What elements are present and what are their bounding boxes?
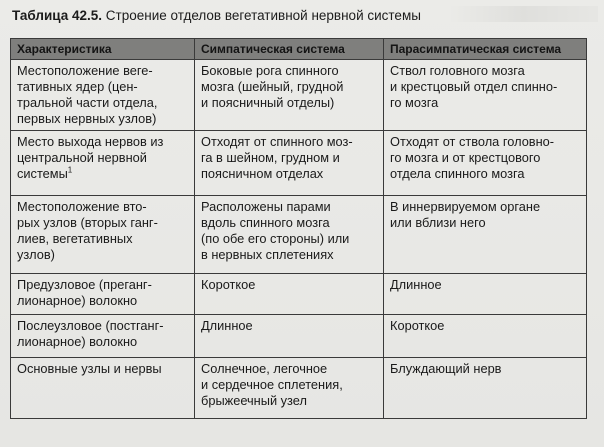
row-label: Местоположение вто- рых узлов (вторых ганг- лиев, вегетативных узлов): [17, 199, 158, 262]
row-label-cell: [11, 274, 195, 315]
row-label-cell: [11, 60, 195, 131]
parasympathetic-value: Длинное: [390, 277, 442, 292]
table-row: [11, 196, 587, 274]
parasympathetic-value: В иннервируемом органе или вблизи него: [390, 199, 541, 230]
parasympathetic-cell: [384, 60, 587, 131]
parasympathetic-cell: [384, 274, 587, 315]
row-label-cell: [11, 196, 195, 274]
parasympathetic-cell: [384, 315, 587, 358]
nervous-system-table: [10, 38, 587, 419]
sympathetic-cell: [195, 60, 384, 131]
header-row: [11, 39, 587, 60]
row-label-cell: [11, 315, 195, 358]
row-label: Основные узлы и нервы: [17, 361, 162, 376]
bleed-through-shadow: [448, 6, 598, 22]
table-row: [11, 60, 587, 131]
footnote-mark: 1: [67, 165, 73, 175]
parasympathetic-cell: [384, 196, 587, 274]
sympathetic-value: Короткое: [201, 277, 256, 292]
sympathetic-value: Солнечное, легочное и сердечное сплетения, брыжеечный узел: [201, 361, 343, 408]
sympathetic-cell: [195, 358, 384, 419]
row-label: Место выхода нервов из центральной нервной системы$^1$: [17, 134, 164, 181]
parasympathetic-value: Короткое: [390, 318, 445, 333]
row-label-cell: [11, 131, 195, 196]
caption-title: Строение отделов вегетативной нервной системы: [102, 8, 421, 23]
sympathetic-cell: [195, 274, 384, 315]
sympathetic-cell: [195, 196, 384, 274]
row-label: Местоположение веге- тативных ядер (цен- тральной части отдела, первых нервных узлов): [17, 63, 158, 126]
header-sympathetic: Симпатическая система: [195, 39, 384, 60]
sympathetic-cell: [195, 131, 384, 196]
parasympathetic-cell: [384, 358, 587, 419]
row-label: Предузловое (преганг- лионарное) волокно: [17, 277, 152, 308]
table-caption: [12, 8, 421, 23]
table-row: [11, 131, 587, 196]
parasympathetic-value: Ствол головного мозга и крестцовый отдел спинно- го мозга: [390, 63, 558, 110]
parasympathetic-value: Блуждающий нерв: [390, 361, 502, 376]
caption-number: Таблица 42.5.: [12, 8, 103, 23]
table-row: [11, 315, 587, 358]
header-characteristic: Характеристика: [11, 39, 195, 60]
table-row: [11, 358, 587, 419]
sympathetic-cell: [195, 315, 384, 358]
parasympathetic-value: Отходят от ствола головно- го мозга и от крестцового отдела спинного мозга: [390, 134, 555, 181]
parasympathetic-cell: [384, 131, 587, 196]
table-row: [11, 274, 587, 315]
row-label-cell: [11, 358, 195, 419]
sympathetic-value: Расположены парами вдоль спинного мозга (по обе его стороны) или в нервных сплетениях: [201, 199, 350, 262]
sympathetic-value: Боковые рога спинного мозга (шейный, грудной и поясничный отделы): [201, 63, 344, 110]
sympathetic-value: Длинное: [201, 318, 253, 333]
row-label: Послеузловое (постганг- лионарное) волокно: [17, 318, 164, 349]
header-parasympathetic: Парасимпатическая система: [384, 39, 587, 60]
sympathetic-value: Отходят от спинного моз- га в шейном, грудном и поясничном отделах: [201, 134, 353, 181]
